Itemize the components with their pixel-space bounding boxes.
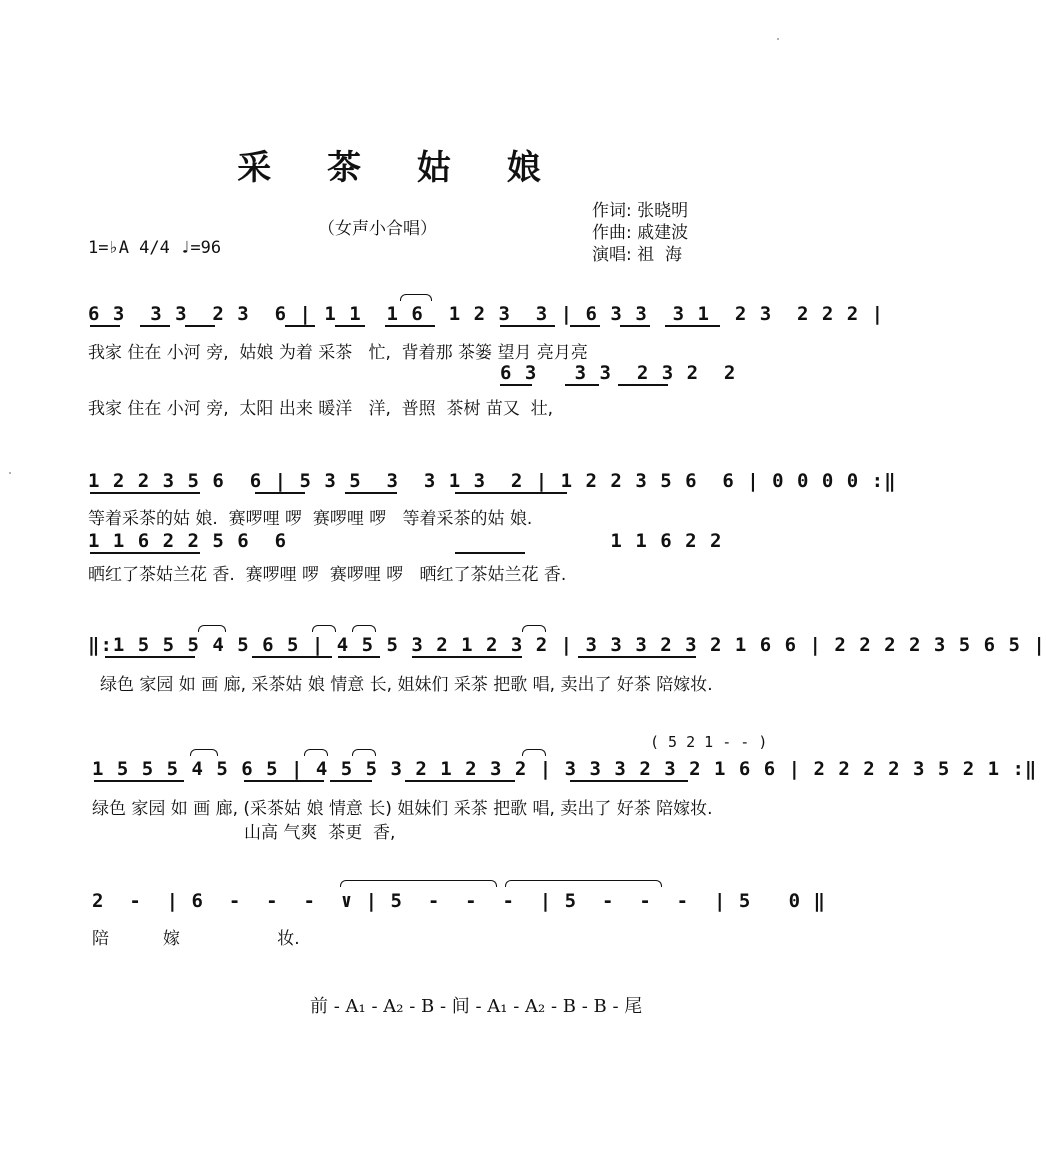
slur bbox=[312, 625, 336, 632]
beam bbox=[94, 780, 184, 782]
beam bbox=[412, 656, 522, 658]
notation-line-5: 2 - | 6 - - - ∨ | 5 - - - | 5 - - - | 5 0 ‖ bbox=[92, 890, 826, 912]
beam bbox=[570, 780, 688, 782]
beam bbox=[285, 325, 315, 327]
scan-speck bbox=[9, 472, 11, 474]
beam bbox=[330, 780, 372, 782]
beam bbox=[140, 325, 170, 327]
scan-speck bbox=[777, 38, 779, 40]
beam bbox=[90, 492, 200, 494]
notation-line-4: 1 5 5 5 4 5 6 5 | 4 5 5 3 2 1 2 3 2 | 3 3 3 2 3 2 1 6 6 | 2 2 2 2 3 5 2 1 :‖ bbox=[92, 758, 1038, 780]
beam bbox=[578, 656, 696, 658]
notation-line-3: ‖:1 5 5 5 4 5 6 5 | 4 5 5 3 2 1 2 3 2 | 3 3 3 2 3 2 1 6 6 | 2 2 2 2 3 5 6 5 | bbox=[88, 634, 1046, 656]
notation-line-1b: 6 3 3 3 2 3 2 2 bbox=[500, 362, 737, 384]
notation-line-2: 1 2 2 3 5 6 6 | 5 3 5 3 3 1 3 2 | 1 2 2 3 5 6 6 | 0 0 0 0 :‖ bbox=[88, 470, 897, 492]
beam bbox=[405, 780, 515, 782]
song-form: 前 - A₁ - A₂ - B - 间 - A₁ - A₂ - B - B - 尾 bbox=[310, 996, 643, 1017]
lyric-line-1: 我家 住在 小河 旁, 姑娘 为着 采茶 忙, 背着那 茶篓 望月 亮月亮 bbox=[88, 343, 588, 363]
lyric-line-1b: 我家 住在 小河 旁, 太阳 出来 暖洋 洋, 普照 茶树 苗又 壮, bbox=[88, 399, 554, 419]
slur bbox=[304, 749, 328, 756]
composer-credit: 作曲: 戚建波 bbox=[592, 223, 689, 243]
slur bbox=[190, 749, 218, 756]
lyric-line-3: 绿色 家园 如 画 廊, 采茶姑 娘 情意 长, 姐妹们 采茶 把歌 唱, 卖出了 好茶 陪嫁妆. bbox=[100, 675, 713, 695]
tie bbox=[340, 880, 497, 887]
slur bbox=[400, 294, 432, 301]
lyric-line-4: 绿色 家园 如 画 廊, (采茶姑 娘 情意 长) 姐妹们 采茶 把歌 唱, 卖出了 好茶 陪嫁妆. bbox=[92, 799, 713, 819]
slur bbox=[198, 625, 226, 632]
lyric-line-5: 陪 嫁 妆. bbox=[92, 929, 300, 949]
notation-line-2b: 1 1 6 2 2 5 6 6 1 1 6 2 2 bbox=[88, 530, 723, 552]
notation-line-1: 6 3 3 3 2 3 6 | 1 1 1 6 1 2 3 3 | 6 3 3 3 1 2 3 2 2 2 | bbox=[88, 303, 885, 325]
key-signature: 1=♭A 4/4 ♩=96 bbox=[88, 238, 222, 258]
slur bbox=[522, 625, 546, 632]
singer-credit: 演唱: 祖 海 bbox=[592, 245, 682, 265]
lyricist-credit: 作词: 张晓明 bbox=[592, 201, 689, 221]
alt-ending: ( 5 2 1 - - ) bbox=[650, 733, 768, 751]
beam bbox=[455, 552, 525, 554]
song-title: 采 茶 姑 娘 bbox=[237, 148, 563, 188]
beam bbox=[252, 656, 332, 658]
beam bbox=[620, 325, 650, 327]
beam bbox=[345, 492, 397, 494]
beam bbox=[665, 325, 720, 327]
lyric-line-4b: 山高 气爽 茶更 香, bbox=[244, 823, 396, 843]
lyric-line-2: 等着采茶的姑 娘. 赛啰哩 啰 赛啰哩 啰 等着采茶的姑 娘. bbox=[88, 509, 533, 529]
beam bbox=[455, 492, 567, 494]
beam bbox=[90, 325, 120, 327]
beam bbox=[255, 492, 305, 494]
subtitle: （女声小合唱） bbox=[318, 219, 437, 239]
slur bbox=[352, 625, 376, 632]
beam bbox=[105, 656, 195, 658]
beam bbox=[185, 325, 215, 327]
beam bbox=[618, 384, 668, 386]
beam bbox=[565, 384, 599, 386]
beam bbox=[385, 325, 435, 327]
beam bbox=[500, 325, 555, 327]
beam bbox=[570, 325, 600, 327]
slur bbox=[352, 749, 376, 756]
beam bbox=[500, 384, 532, 386]
beam bbox=[338, 656, 380, 658]
beam bbox=[335, 325, 365, 327]
lyric-line-2b: 晒红了茶姑兰花 香. 赛啰哩 啰 赛啰哩 啰 晒红了茶姑兰花 香. bbox=[88, 565, 567, 585]
beam bbox=[244, 780, 324, 782]
beam bbox=[90, 552, 200, 554]
tie bbox=[505, 880, 662, 887]
slur bbox=[522, 749, 546, 756]
